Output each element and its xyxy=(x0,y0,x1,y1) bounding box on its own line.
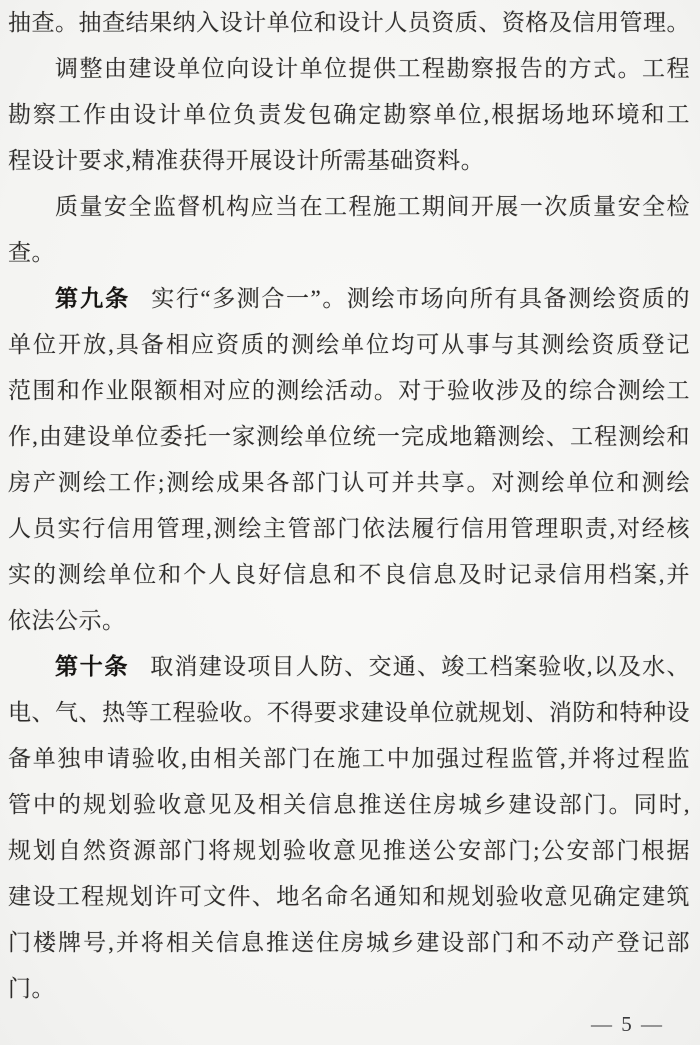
document-body xyxy=(8,0,690,1012)
text-line: 调整由建设单位向设计单位提供工程勘察报告的方式。工程 xyxy=(55,56,690,81)
text-line: 建设工程规划许可文件、地名命名通知和规划验收意见确定建筑 xyxy=(8,884,690,909)
text-line: 备单独申请验收,由相关部门在施工中加强过程监管,并将过程监 xyxy=(8,746,690,771)
article-heading: 第九条 xyxy=(55,286,131,311)
text-line: 门。 xyxy=(8,976,55,1001)
text-line: 程设计要求,精准获得开展设计所需基础资料。 xyxy=(8,148,485,173)
article-heading: 第十条 xyxy=(55,654,130,679)
text-line: 门楼牌号,并将相关信息推送住房城乡建设部门和不动产登记部 xyxy=(8,930,690,955)
text-line: 依法公示。 xyxy=(8,608,126,633)
text-line: 质量安全监督机构应当在工程施工期间开展一次质量安全检 xyxy=(55,194,690,219)
text-line: 范围和作业限额相对应的测绘活动。对于验收涉及的综合测绘工 xyxy=(8,378,690,403)
text-line: 电、气、热等工程验收。不得要求建设单位就规划、消防和特种设 xyxy=(8,700,690,725)
text-line: 人员实行信用管理,测绘主管部门依法履行信用管理职责,对经核 xyxy=(8,516,690,541)
text-line: 房产测绘工作;测绘成果各部门认可并共享。对测绘单位和测绘 xyxy=(8,470,690,495)
text-line: 第十条 取消建设项目人防、交通、竣工档案验收,以及水、 xyxy=(55,654,690,679)
text-line: 单位开放,具备相应资质的测绘单位均可从事与其测绘资质登记 xyxy=(8,332,690,357)
text-line: 管中的规划验收意见及相关信息推送住房城乡建设部门。同时, xyxy=(8,792,690,817)
text-line: 勘察工作由设计单位负责发包确定勘察单位,根据场地环境和工 xyxy=(8,102,690,127)
text-line: 抽查。抽查结果纳入设计单位和设计人员资质、资格及信用管理。 xyxy=(8,10,690,35)
text-line: 第九条 实行“多测合一”。测绘市场向所有具备测绘资质的 xyxy=(55,286,690,311)
text-line: 规划自然资源部门将规划验收意见推送公安部门;公安部门根据 xyxy=(8,838,690,863)
text-line: 查。 xyxy=(8,240,55,265)
text-line: 实的测绘单位和个人良好信息和不良信息及时记录信用档案,并 xyxy=(8,562,690,587)
text-line: 作,由建设单位委托一家测绘单位统一完成地籍测绘、工程测绘和 xyxy=(8,424,690,449)
page-number: — 5 — xyxy=(591,1012,664,1036)
